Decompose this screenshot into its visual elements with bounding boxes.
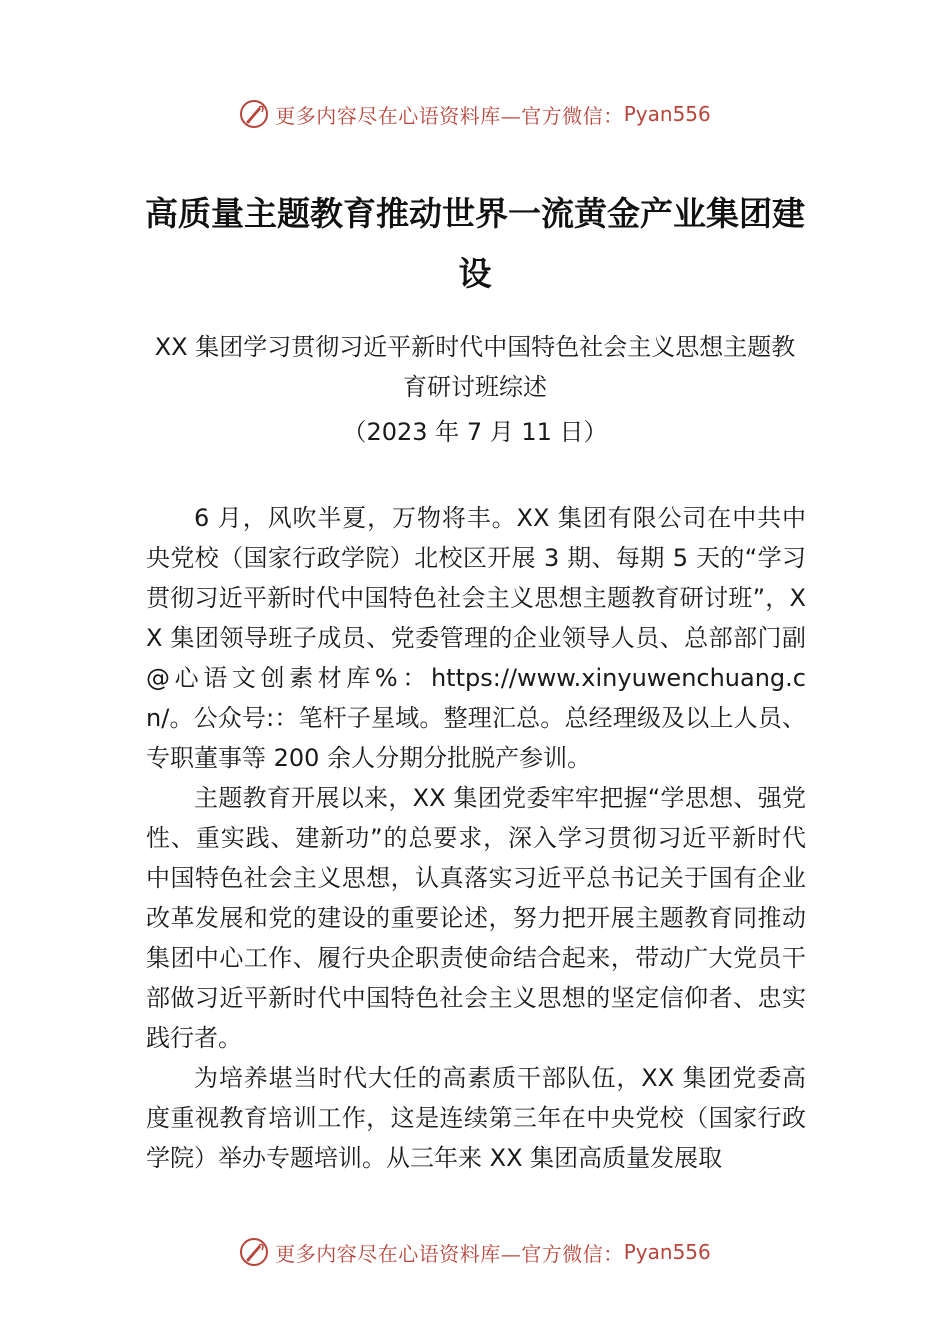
banner-wechat-id: Pyan556 — [623, 102, 711, 126]
document-subtitle: XX 集团学习贯彻习近平新时代中国特色社会主义思想主题教育研讨班综述 — [154, 333, 796, 401]
document-body — [146, 498, 806, 1178]
document-date: （2023 年 7 月 11 日） — [342, 418, 608, 446]
quill-logo-icon — [239, 1237, 269, 1267]
footer-banner — [0, 1232, 950, 1272]
banner-text: 更多内容尽在心语资料库—官方微信： — [275, 103, 624, 128]
banner-text: 更多内容尽在心语资料库—官方微信： — [275, 1241, 624, 1266]
document-title: 高质量主题教育推动世界一流黄金产业集团建设 — [145, 194, 805, 293]
body-paragraph: 为培养堪当时代大任的高素质干部队伍，XX 集团党委高度重视教育培训工作，这是连续第三年在中央党校（国家行政学院）举办专题培训。从三年来 XX 集团高质量发展取 — [146, 1064, 806, 1172]
body-paragraph: 6 月，风吹半夏，万物将丰。XX 集团有限公司在中共中央党校（国家行政学院）北校区开展 3 期、每期 5 天的“学习贯彻习近平新时代中国特色社会主义思想主题教育研讨班”，XX 集团领导班子成员、党委管理的企业领导人员、总部部门副@心语文创素材库%：https://www.xinyuwenchuang.cn/。公众号:：笔杆子星域。整理汇总。总经理级及以上人员、专职董事等 200 余人分期分批脱产参训。 — [146, 504, 806, 772]
body-paragraph: 主题教育开展以来，XX 集团党委牢牢把握“学思想、强党性、重实践、建新功”的总要求，深入学习贯彻习近平新时代中国特色社会主义思想，认真落实习近平总书记关于国有企业改革发展和党的建设的重要论述，努力把开展主题教育同推动集团中心工作、履行央企职责使命结合起来，带动广大党员干部做习近平新时代中国特色社会主义思想的坚定信仰者、忠实践行者。 — [146, 784, 806, 1052]
header-banner — [0, 94, 950, 134]
banner-wechat-id: Pyan556 — [623, 1240, 711, 1264]
quill-logo-icon — [239, 99, 269, 129]
